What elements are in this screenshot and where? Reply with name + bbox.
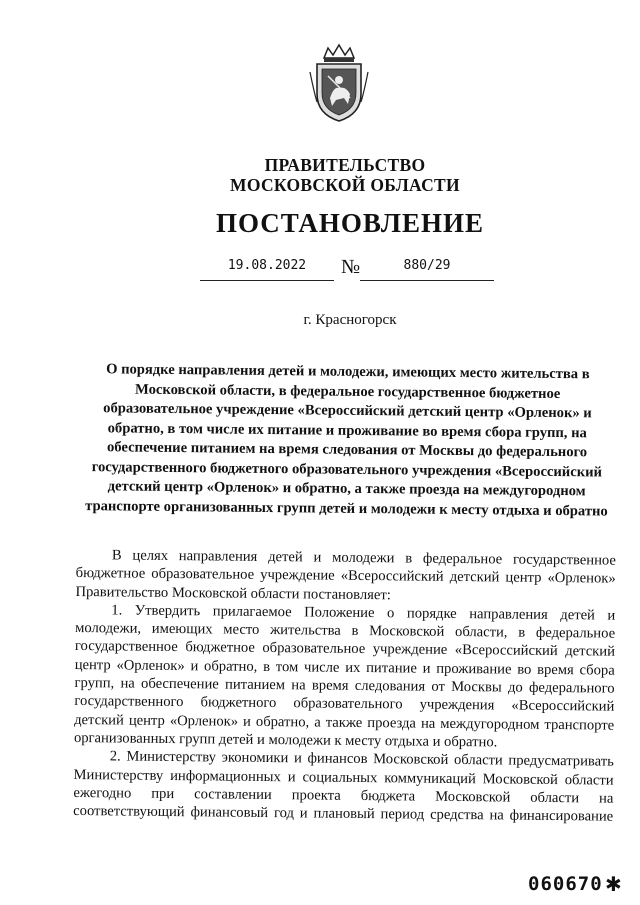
body-line: молодежи, имеющих место жительства в Московской области, в федеральное [75, 620, 616, 642]
registration-stamp-number: 060670 [528, 873, 603, 895]
body-line: 2. Министерству экономики и финансов Московской области предусматривать [109, 748, 614, 770]
body-line: соответствующий финансовый год и плановый период средства на финансирование [73, 803, 614, 825]
body-line: бюджетное образовательное учреждение «Всероссийский детский центр «Орленок» [75, 565, 616, 587]
body-line: организованных групп детей и молодежи к месту отдыха и обратно. [73, 729, 498, 751]
body-line: ежегодно при составлении проекта бюджета Московской области на [73, 784, 614, 807]
body-line: детский центр «Орленок» и обратно, а также проезда на междугородном транспорте [74, 711, 615, 734]
body-line: государственного бюджетного образовательного учреждения «Всероссийский [74, 693, 615, 716]
title-line: О порядке направления детей и молодежи, имеющих место жительства в [106, 361, 590, 383]
government-title-line1: ПРАВИТЕЛЬСТВО [264, 155, 426, 175]
title-line: образовательное учреждение «Всероссийский детский центр «Орленок» и [103, 400, 592, 422]
government-title-line2: МОСКОВСКОЙ ОБЛАСТИ [230, 175, 460, 195]
title-line: транспорте организованных групп детей и молодежи к месту отдыха и обратно [85, 497, 608, 520]
document-number: 880/29 [360, 258, 494, 281]
body-line: 1. Утвердить прилагаемое Положение о порядке направления детей и [111, 602, 616, 624]
document-title [76, 360, 618, 522]
coat-of-arms-icon [308, 42, 370, 124]
body-line: центр «Орленок» и обратно, в том числе их питание и проживание во время сбора [74, 656, 615, 679]
title-line: Московской области, в федеральное государственное бюджетное [135, 381, 561, 402]
asterisk-icon: ✱ [605, 872, 622, 896]
document-body [73, 546, 616, 826]
body-line: Министерству информационных и социальных коммуникаций Московской области [73, 766, 614, 789]
title-line: детский центр «Орленок» и обратно, а также проезда на междугородном [107, 478, 586, 500]
document-type: ПОСТАНОВЛЕНИЕ [215, 208, 485, 238]
body-line: Правительство Московской области постановляет: [75, 583, 391, 603]
number-sign: № [341, 256, 361, 278]
body-line: В целях направления детей и молодежи в федеральное государственное [111, 547, 616, 569]
title-line: обеспечение питанием на время следования от Москвы до федерального [106, 439, 588, 461]
document-city: г. Красногорск [303, 312, 397, 328]
body-line: групп, на обеспечение питанием на время следования от Москвы до федерального [74, 675, 615, 697]
body-line: государственное бюджетное образовательное учреждение «Всероссийский детский [74, 638, 616, 661]
document-date: 19.08.2022 [200, 258, 334, 281]
title-line: обратно, в том числе их питание и проживание во время сбора групп, на [107, 419, 587, 441]
title-line: государственного бюджетного образовательного учреждения «Всероссийский [91, 458, 603, 480]
